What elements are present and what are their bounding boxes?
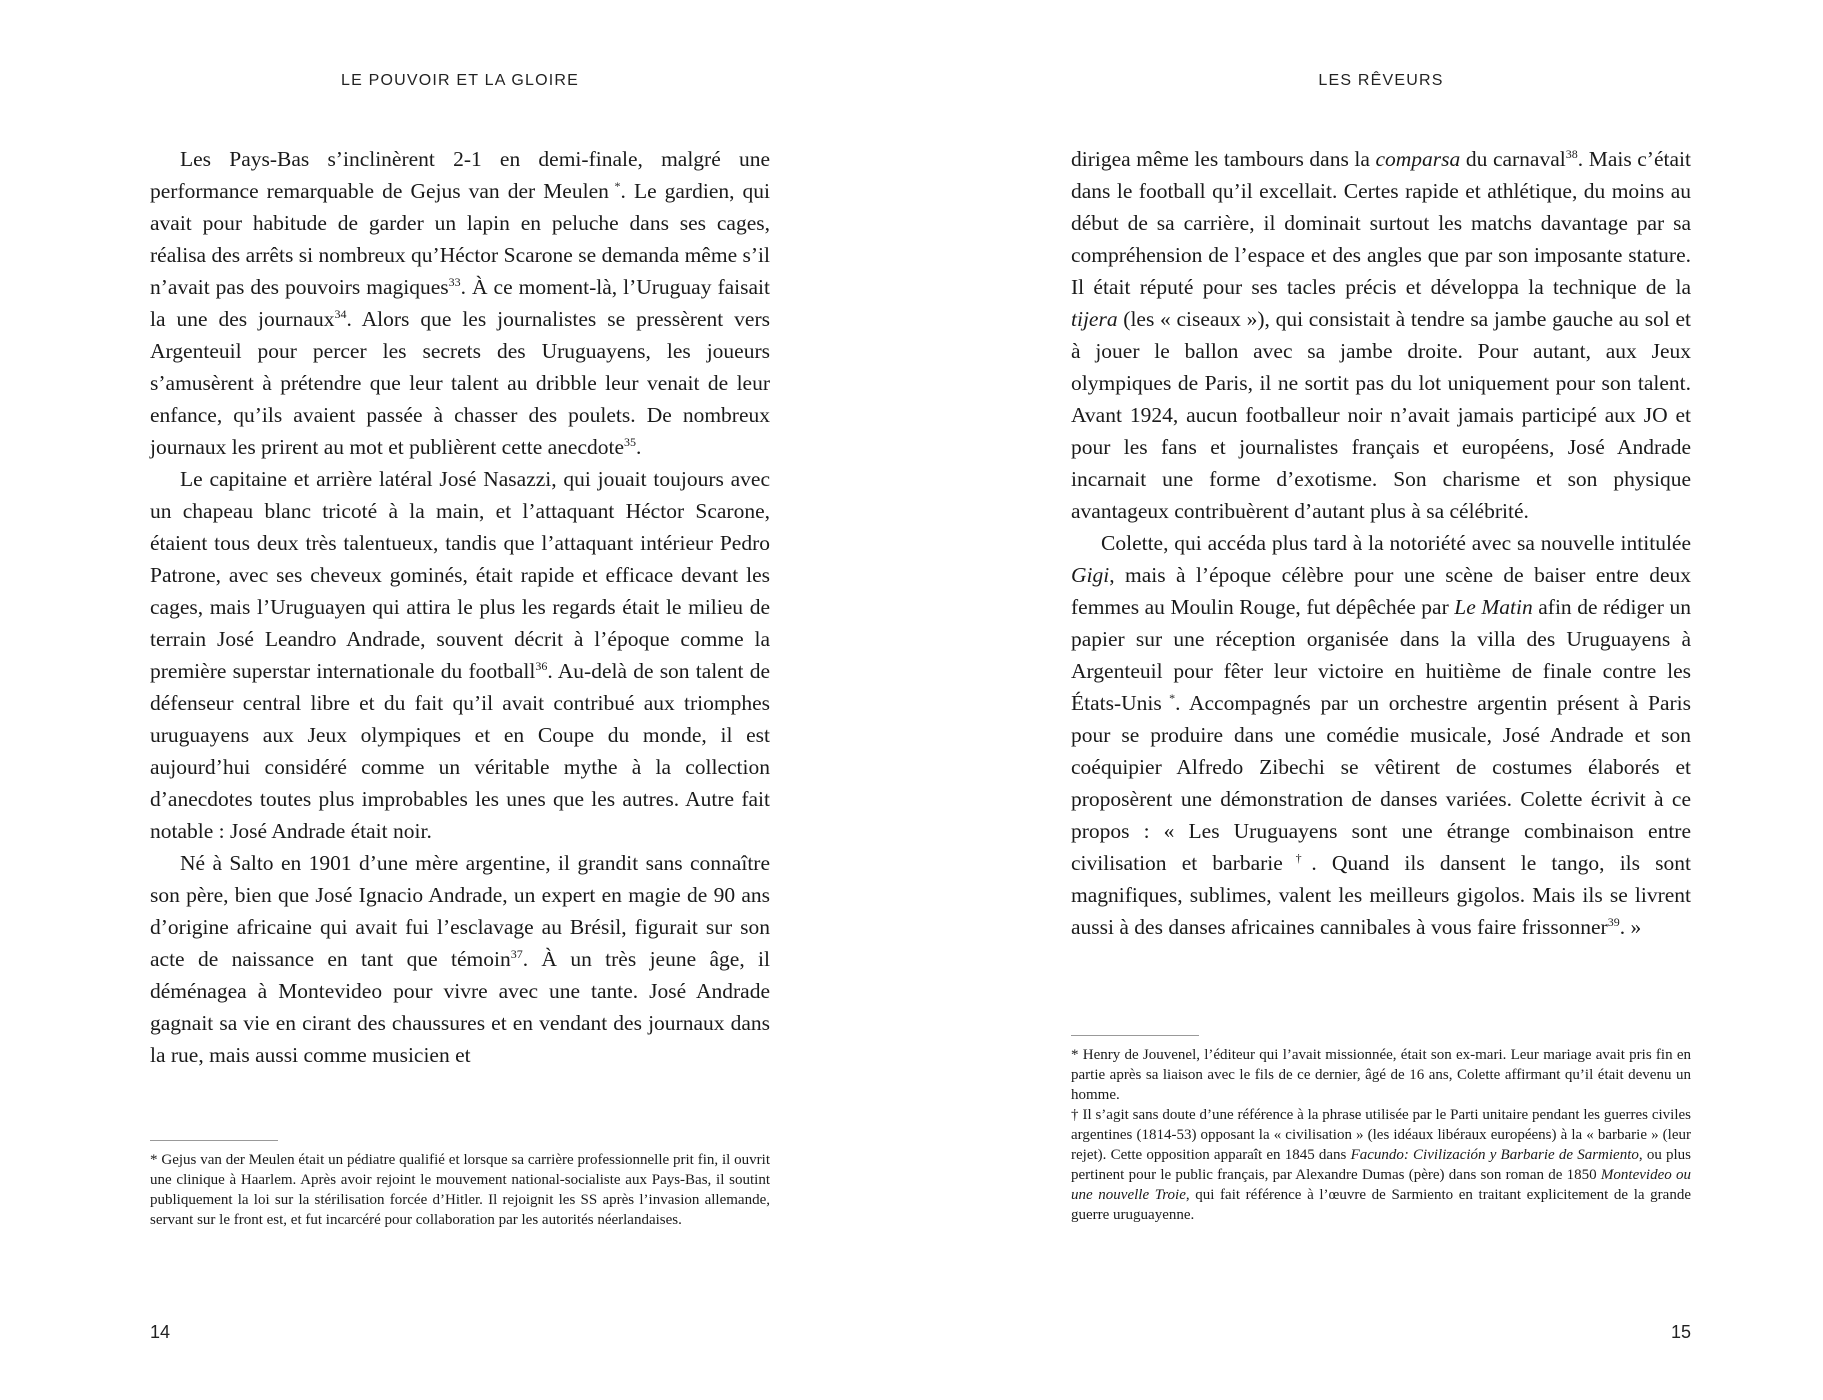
paragraph: [1071, 143, 1691, 527]
italic-text: Gigi: [1071, 563, 1110, 587]
note-reference: 38: [1565, 147, 1578, 161]
text-run: Colette, qui accéda plus tard à la notoriété avec sa nouvelle intitulée: [1101, 531, 1691, 555]
footnote: [150, 1150, 770, 1230]
italic-text: tijera: [1071, 307, 1118, 331]
note-reference: 35: [624, 435, 637, 449]
paragraph: [150, 463, 770, 847]
text-run: , mais à l’époque célèbre pour une scène de baiser entre deux femmes au Moulin Rouge, fut dépêchée par: [1071, 563, 1691, 619]
text-run: * Henry de Jouvenel, l’éditeur qui l’avait missionnée, était son ex-mari. Leur mariage avait pris fin en partie après sa liaison avec le fils de ce dernier, âgé de 16 ans, Colette affirmant qu’il était devenu un homme.: [1071, 1047, 1691, 1103]
paragraph: [1071, 527, 1691, 943]
note-reference: 33: [448, 275, 461, 289]
note-reference: †: [1282, 851, 1312, 865]
footnote-rule: [1071, 1035, 1199, 1036]
body-text-left: [150, 143, 770, 1071]
text-run: * Gejus van der Meulen était un pédiatre qualifié et lorsque sa carrière professionnelle prit fin, il ouvrit une clinique à Haarlem. Après avoir rejoint le mouvement national-socialiste aux Pays-Bas, il soutint publiquement la loi sur la stérilisation forcée d’Hitler. Il rejoignit les SS après l’invasion allemande, servant sur le front est, et fut incarcéré pour collaboration par les autorités néerlandaises.: [150, 1152, 770, 1228]
text-run: . Mais c’était dans le football qu’il excellait. Certes rapide et athlétique, du moins au début de sa carrière, il dominait surtout les matchs davantage par sa compréhension de l’espace et des angles que par son imposante stature. Il était réputé pour ses tacles précis et développa la technique de la: [1071, 147, 1691, 299]
footnote: [1071, 1105, 1691, 1225]
text-run: Né à Salto en 1901 d’une mère argentine, il grandit sans connaître son père, bien que José Ignacio Andrade, un expert en magie de 90 ans d’origine africaine qui avait fui l’esclavage au Brésil, figurait sur son acte de naissance en tant que témoin: [150, 851, 770, 971]
page-number-left: 14: [150, 1322, 171, 1342]
running-head-right: LES RÊVEURS: [1318, 72, 1444, 89]
paragraph: [150, 143, 770, 463]
note-reference: *: [608, 179, 621, 193]
text-run: . Quand ils dansent le tango, ils sont magnifiques, sublimes, valent les meilleurs gigolos. Mais ils se livrent aussi à des danses africaines cannibales à vous faire frissonner: [1071, 851, 1692, 939]
note-reference: 37: [510, 947, 523, 961]
note-reference: 36: [535, 659, 548, 673]
running-head-left: LE POUVOIR ET LA GLOIRE: [340, 72, 580, 89]
text-run: . À un très jeune âge, il déménagea à Montevideo pour vivre avec une tante. José Andrade gagnait sa vie en cirant des chaussures et en vendant des journaux dans la rue, mais aussi comme musicien et: [150, 947, 770, 1067]
right-page: [1071, 0, 1691, 1400]
body-text-right: [1071, 143, 1691, 943]
note-reference: 34: [334, 307, 347, 321]
note-reference: *: [1161, 691, 1176, 705]
page-number-right: 15: [1670, 1322, 1691, 1342]
italic-text: comparsa: [1375, 147, 1461, 171]
text-run: du carnaval: [1460, 147, 1566, 171]
text-run: (les « ciseaux »), qui consistait à tendre sa jambe gauche au sol et à jouer le ballon avec sa jambe droite. Pour autant, aux Jeux olympiques de Paris, il ne sortit pas du lot uniquement pour son talent. Avant 1924, aucun footballeur noir n’avait jamais participé aux JO et pour les fans et journalistes français et européens, José Andrade incarnait une forme d’exotisme. Son charisme et son physique avantageux contribuèrent d’autant plus à sa célébrité.: [1071, 307, 1691, 523]
text-run: . »: [1619, 915, 1642, 939]
text-run: , ou plus pertinent pour le public français, par Alexandre Dumas (père) dans son roman de 1850: [1071, 1147, 1691, 1183]
text-run: . Le gardien, qui avait pour habitude de garder un lapin en peluche dans ses cages, réalisa des arrêts si nombreux qu’Héctor Scarone se demanda même s’il n’avait pas des pouvoirs magiques: [150, 179, 770, 299]
italic-text: Le Matin: [1454, 595, 1533, 619]
footnote: [1071, 1045, 1691, 1105]
text-run: Le capitaine et arrière latéral José Nasazzi, qui jouait toujours avec un chapeau blanc tricoté à la main, et l’attaquant Héctor Scarone, étaient tous deux très talentueux, tandis que l’attaquant intérieur Pedro Patrone, avec ses cheveux gominés, était rapide et efficace devant les cages, mais l’Uruguayen qui attira le plus les regards était le milieu de terrain José Leandro Andrade, souvent décrit à l’époque comme la première superstar internationale du football: [150, 467, 770, 683]
italic-text: Facundo: Civilización y Barbarie de Sarmiento: [1350, 1147, 1639, 1163]
footnotes-right: [1071, 1045, 1691, 1225]
left-page: [150, 0, 770, 1400]
footnotes-left: [150, 1150, 770, 1230]
footnote-rule: [150, 1140, 278, 1141]
text-run: † Il s’agit sans doute d’une référence à la phrase utilisée par le Parti unitaire pendant les guerres civiles argentines (1814-53) opposant la « civilisation » (les idéaux libéraux européens) à la « barbarie » (leur rejet). Cette opposition apparaît en 1845 dans: [1071, 1107, 1691, 1163]
text-run: , qui fait référence à l’œuvre de Sarmiento en traitant explicitement de la grande guerre uruguayenne.: [1071, 1187, 1691, 1223]
paragraph: [150, 847, 770, 1071]
text-run: afin de rédiger un papier sur une réception organisée dans la villa des Uruguayens à Argenteuil pour fêter leur victoire en huitième de finale contre les États-Unis: [1071, 595, 1691, 715]
text-run: .: [636, 435, 642, 459]
text-run: . À ce moment-là, l’Uruguay faisait la une des journaux: [150, 275, 770, 331]
text-run: dirigea même les tambours dans la: [1071, 147, 1376, 171]
italic-text: Montevideo ou une nouvelle Troie: [1071, 1167, 1691, 1203]
text-run: . Accompagnés par un orchestre argentin présent à Paris pour se produire dans une comédie musicale, José Andrade et son coéquipier Alfredo Zibechi se vêtirent de costumes élaborés et proposèrent une démonstration de danses variées. Colette écrivit à ce propos : « Les Uruguayens sont une étrange combinaison entre civilisation et barbarie: [1071, 691, 1691, 875]
note-reference: 39: [1607, 915, 1620, 929]
text-run: . Alors que les journalistes se pressèrent vers Argenteuil pour percer les secrets des Uruguayens, les joueurs s’amusèrent à prétendre que leur talent au dribble leur venait de leur enfance, qu’ils avaient passée à chasser des poulets. De nombreux journaux les prirent au mot et publièrent cette anecdote: [150, 307, 770, 459]
text-run: Les Pays-Bas s’inclinèrent 2-1 en demi-finale, malgré une performance remarquable de Gejus van der Meulen: [150, 147, 770, 203]
text-run: . Au-delà de son talent de défenseur central libre et du fait qu’il avait contribué aux triomphes uruguayens aux Jeux olympiques et en Coupe du monde, il est aujourd’hui considéré comme un véritable mythe à la collection d’anecdotes toutes plus improbables les unes que les autres. Autre fait notable : José Andrade était noir.: [150, 659, 770, 843]
